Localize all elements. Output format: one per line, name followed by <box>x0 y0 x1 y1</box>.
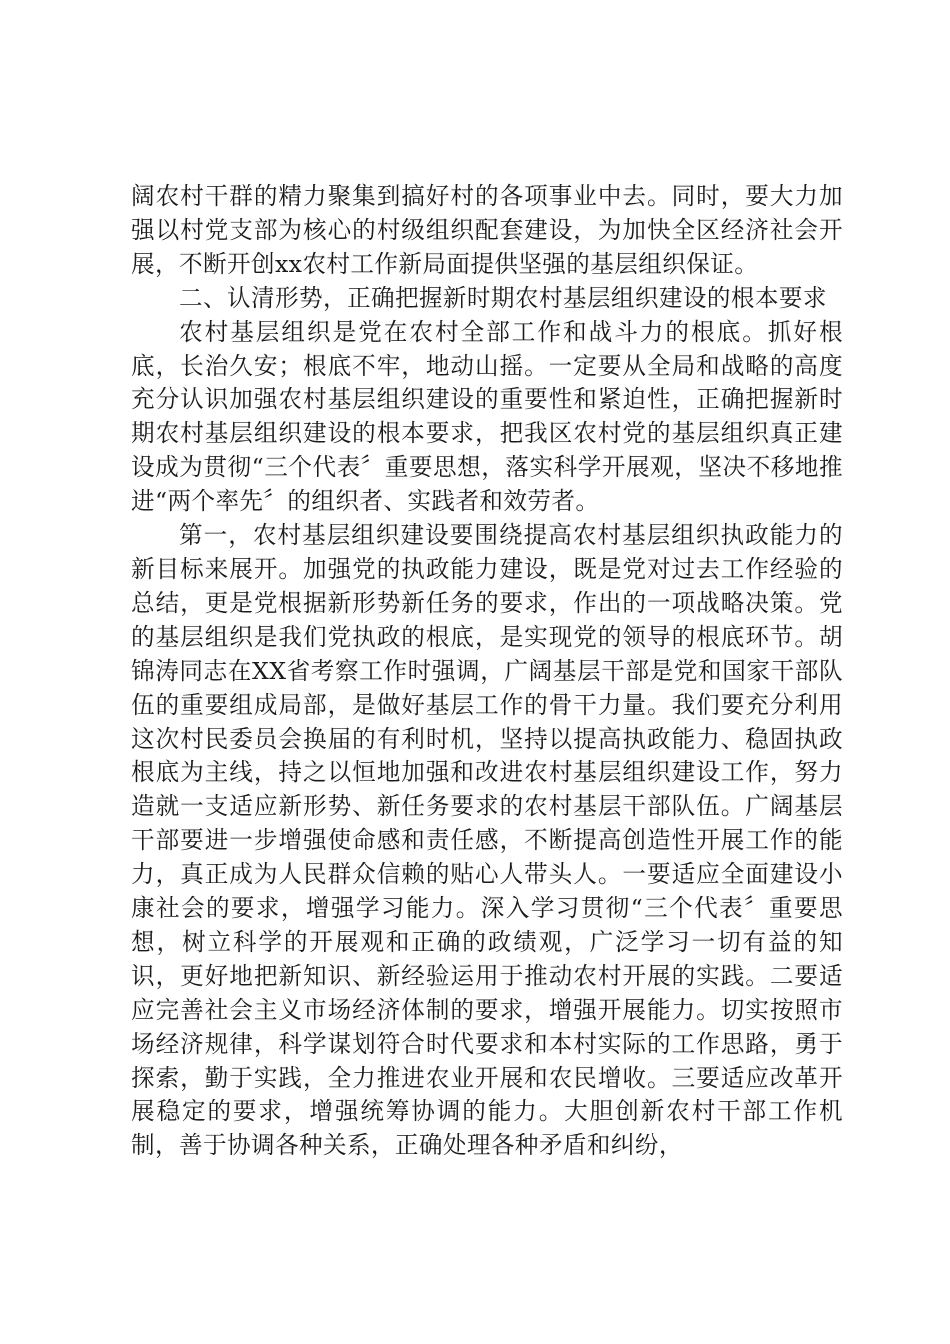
paragraph: 农村基层组织是党在农村全部工作和战斗力的根底。抓好根底，长治久安；根底不牢，地动山摇。一定要从全局和战略的高度充分认识加强农村基层组织建设的重要性和紧迫性，正确把握新时期农村基层组织建设的根本要求，把我区农村党的基层组织真正建设成为贯彻“三个代表〞重要思想，落实科学开展观，坚决不移地推进“两个率先〞的组织者、实践者和效劳者。 <box>131 317 843 516</box>
paragraph-continuation: 阔农村干群的精力聚集到搞好村的各项事业中去。同时，要大力加强以村党支部为核心的村级组织配套建设，为加快全区经济社会开展，不断开创xx农村工作新局面提供坚强的基层组织保证。 <box>131 182 843 278</box>
section-heading: 二、认清形势，正确把握新时期农村基层组织建设的根本要求 <box>179 283 827 312</box>
paragraph: 第一，农村基层组织建设要围绕提高农村基层组织执政能力的新目标来展开。加强党的执政能力建设，既是党对过去工作经验的总结，更是党根据新形势新任务的要求，作出的一项战略决策。党的基层组织是我们党执政的根底，是实现党的领导的根底环节。胡锦涛同志在XX省考察工作时强调，广阔基层干部是党和国家干部队伍的重要组成局部，是做好基层工作的骨干力量。我们要充分利用这次村民委员会换届的有利时机，坚持以提高执政能力、稳固执政根底为主线，持之以恒地加强和改进农村基层组织建设工作，努力造就一支适应新形势、新任务要求的农村基层干部队伍。广阔基层干部要进一步增强使命感和责任感，不断提高创造性开展工作的能力，真正成为人民群众信赖的贴心人带头人。一要适应全面建设小康社会的要求，增强学习能力。深入学习贯彻“三个代表〞重要思想，树立科学的开展观和正确的政绩观，广泛学习一切有益的知识，更好地把新知识、新经验运用于推动农村开展的实践。二要适应完善社会主义市场经济体制的要求，增强开展能力。切实按照市场经济规律，科学谋划符合时代要求和本村实际的工作思路，勇于探索，勤于实践，全力推进农业开展和农民增收。三要适应改革开展稳定的要求，增强统筹协调的能力。大胆创新农村干部工作机制，善于协调各种关系，正确处理各种矛盾和纠纷， <box>131 521 843 1160</box>
document-body <box>131 180 843 1163</box>
